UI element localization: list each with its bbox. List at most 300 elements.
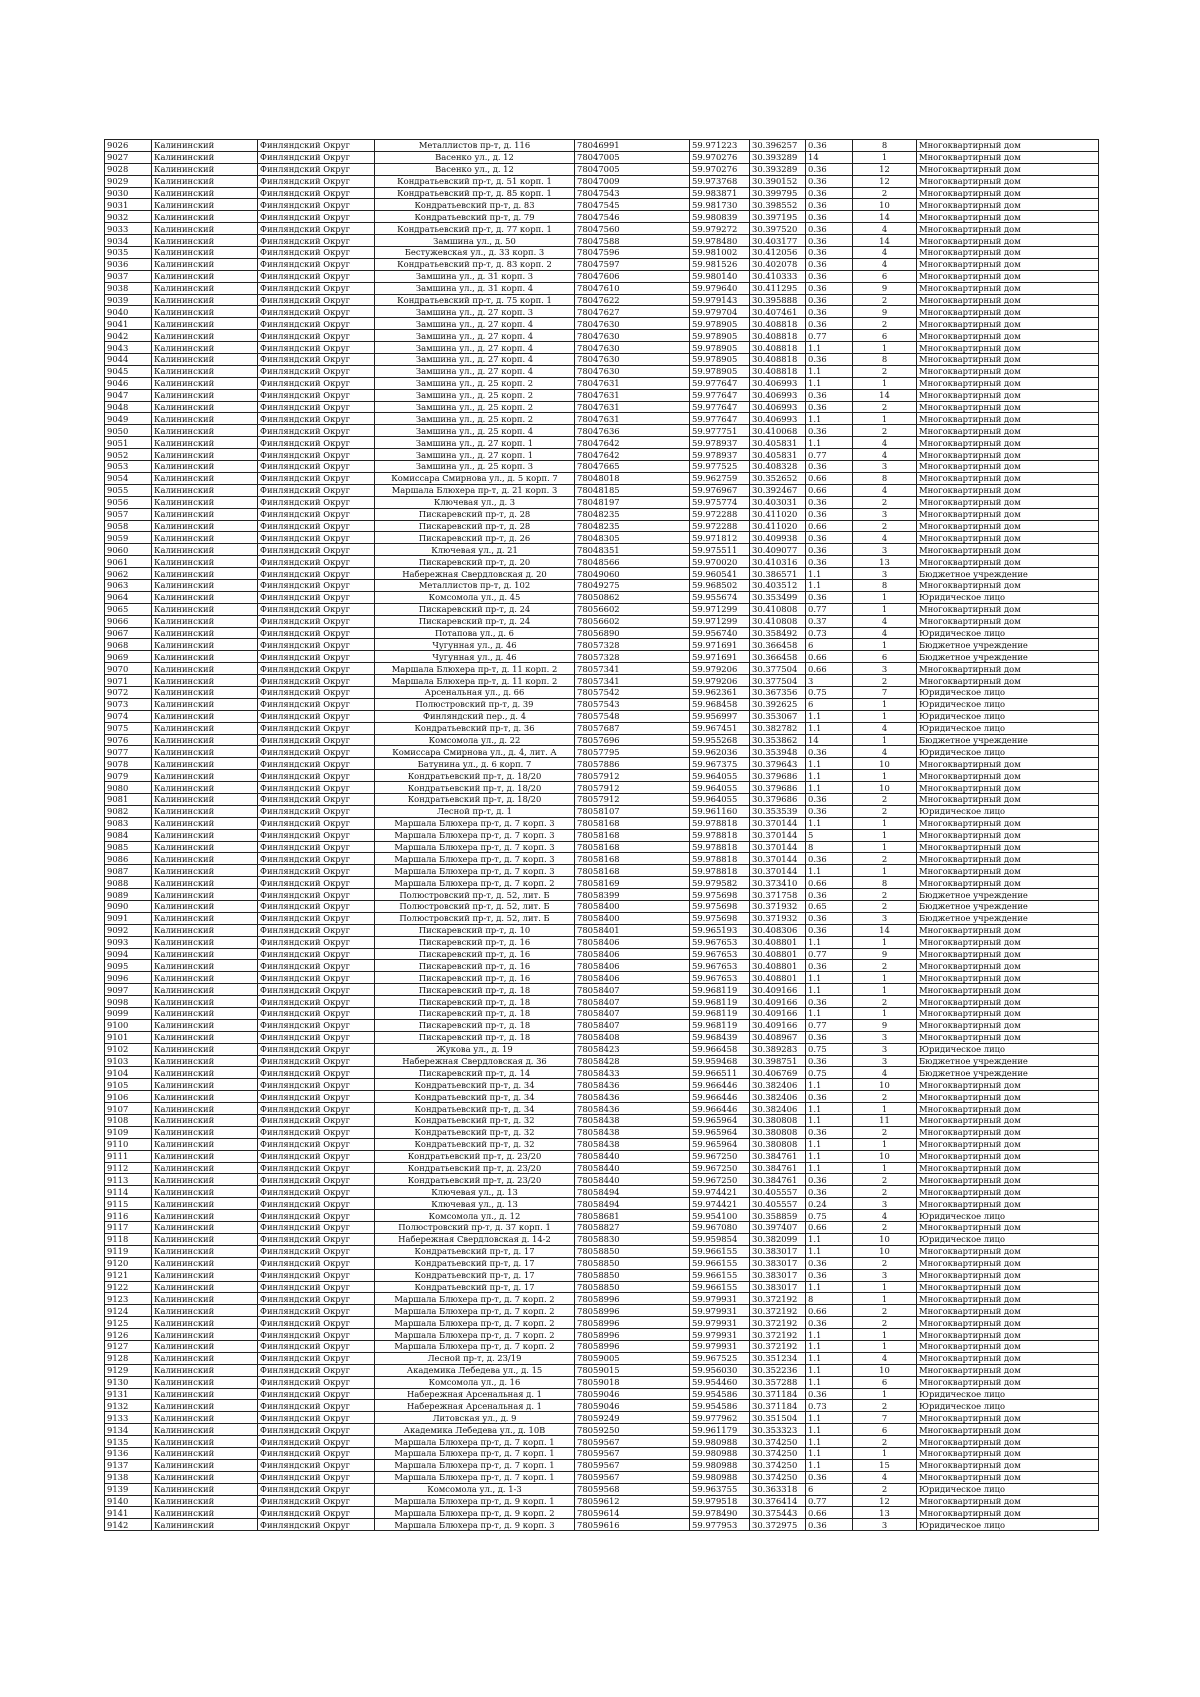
longitude-cell: 30.358859 (750, 1210, 806, 1222)
latitude-cell: 59.977525 (690, 461, 750, 473)
building-code-cell: 78047005 (575, 151, 690, 163)
building-code-cell: 78057687 (575, 722, 690, 734)
container-volume-cell: 0.36 (806, 163, 853, 175)
latitude-cell: 59.956740 (690, 627, 750, 639)
container-count-cell: 8 (853, 354, 917, 366)
latitude-cell: 59.971691 (690, 639, 750, 651)
container-count-cell: 8 (853, 877, 917, 889)
container-volume-cell: 14 (806, 734, 853, 746)
building-code-cell: 78058408 (575, 1031, 690, 1043)
building-code-cell: 78058438 (575, 1115, 690, 1127)
latitude-cell: 59.964055 (690, 770, 750, 782)
latitude-cell: 59.955268 (690, 734, 750, 746)
object-type-cell: Многоквартирный дом (917, 413, 1099, 425)
municipal-okrug-cell: Финляндский Округ (258, 675, 375, 687)
container-count-cell: 1 (853, 841, 917, 853)
building-code-cell: 78057912 (575, 782, 690, 794)
object-type-cell: Многоквартирный дом (917, 960, 1099, 972)
table-row (105, 782, 1099, 794)
municipal-okrug-cell: Финляндский Округ (258, 603, 375, 615)
municipal-okrug-cell: Финляндский Округ (258, 1055, 375, 1067)
municipal-okrug-cell: Финляндский Округ (258, 1019, 375, 1031)
object-type-cell: Многоквартирный дом (917, 508, 1099, 520)
table-row (105, 1210, 1099, 1222)
municipal-okrug-cell: Финляндский Округ (258, 532, 375, 544)
latitude-cell: 59.954460 (690, 1376, 750, 1388)
container-volume-cell: 0.66 (806, 1507, 853, 1519)
row-number-cell: 9142 (105, 1519, 152, 1531)
latitude-cell: 59.966155 (690, 1281, 750, 1293)
municipal-okrug-cell: Финляндский Округ (258, 140, 375, 152)
object-type-cell: Многоквартирный дом (917, 1424, 1099, 1436)
object-type-cell: Многоквартирный дом (917, 532, 1099, 544)
latitude-cell: 59.979640 (690, 282, 750, 294)
latitude-cell: 59.978937 (690, 437, 750, 449)
municipal-okrug-cell: Финляндский Округ (258, 1305, 375, 1317)
object-type-cell: Многоквартирный дом (917, 342, 1099, 354)
longitude-cell: 30.406993 (750, 389, 806, 401)
latitude-cell: 59.979272 (690, 223, 750, 235)
table-row (105, 1186, 1099, 1198)
registry-table-body (105, 140, 1099, 1531)
district-cell: Калининский (152, 568, 258, 580)
object-type-cell: Многоквартирный дом (917, 1507, 1099, 1519)
container-volume-cell: 1.1 (806, 722, 853, 734)
container-count-cell: 1 (853, 591, 917, 603)
municipal-okrug-cell: Финляндский Округ (258, 258, 375, 270)
object-type-cell: Многоквартирный дом (917, 829, 1099, 841)
latitude-cell: 59.978818 (690, 841, 750, 853)
address-cell: Пискаревский пр-т, д. 18 (375, 1019, 575, 1031)
container-count-cell: 1 (853, 1281, 917, 1293)
address-cell: Маршала Блюхера пр-т, д. 7 корп. 2 (375, 1329, 575, 1341)
municipal-okrug-cell: Финляндский Округ (258, 1210, 375, 1222)
object-type-cell: Многоквартирный дом (917, 1376, 1099, 1388)
container-count-cell: 12 (853, 1495, 917, 1507)
object-type-cell: Многоквартирный дом (917, 1495, 1099, 1507)
municipal-okrug-cell: Финляндский Округ (258, 211, 375, 223)
address-cell: Кондратьевский пр-т, д. 75 корп. 1 (375, 294, 575, 306)
municipal-okrug-cell: Финляндский Округ (258, 1424, 375, 1436)
container-count-cell: 1 (853, 770, 917, 782)
object-type-cell: Юридическое лицо (917, 591, 1099, 603)
municipal-okrug-cell: Финляндский Округ (258, 223, 375, 235)
address-cell: Маршала Блюхера пр-т, д. 7 корп. 1 (375, 1447, 575, 1459)
district-cell: Калининский (152, 175, 258, 187)
building-code-cell: 78059567 (575, 1471, 690, 1483)
table-row (105, 675, 1099, 687)
table-row (105, 437, 1099, 449)
table-row (105, 1008, 1099, 1020)
address-cell: Замшина ул., д. 27 корп. 1 (375, 437, 575, 449)
container-volume-cell: 0.36 (806, 389, 853, 401)
container-count-cell: 1 (853, 817, 917, 829)
longitude-cell: 30.408328 (750, 461, 806, 473)
building-code-cell: 78047630 (575, 318, 690, 330)
municipal-okrug-cell: Финляндский Округ (258, 1459, 375, 1471)
building-code-cell: 78058399 (575, 889, 690, 901)
table-row (105, 1257, 1099, 1269)
building-code-cell: 78057548 (575, 710, 690, 722)
district-cell: Калининский (152, 223, 258, 235)
container-volume-cell: 0.36 (806, 235, 853, 247)
address-cell: Пискаревский пр-т, д. 24 (375, 615, 575, 627)
building-code-cell: 78058407 (575, 996, 690, 1008)
longitude-cell: 30.379686 (750, 782, 806, 794)
municipal-okrug-cell: Финляндский Округ (258, 1412, 375, 1424)
table-row (105, 829, 1099, 841)
container-count-cell: 6 (853, 1376, 917, 1388)
longitude-cell: 30.399795 (750, 187, 806, 199)
object-type-cell: Многоквартирный дом (917, 924, 1099, 936)
latitude-cell: 59.978490 (690, 1507, 750, 1519)
latitude-cell: 59.979582 (690, 877, 750, 889)
municipal-okrug-cell: Финляндский Округ (258, 568, 375, 580)
address-cell: Замшина ул., д. 25 корп. 2 (375, 413, 575, 425)
building-code-cell: 78057696 (575, 734, 690, 746)
row-number-cell: 9080 (105, 782, 152, 794)
longitude-cell: 30.408801 (750, 948, 806, 960)
address-cell: Потапова ул., д. 6 (375, 627, 575, 639)
latitude-cell: 59.978818 (690, 865, 750, 877)
container-volume-cell: 0.36 (806, 140, 853, 152)
latitude-cell: 59.961179 (690, 1424, 750, 1436)
table-row (105, 235, 1099, 247)
container-volume-cell: 1.1 (806, 1376, 853, 1388)
municipal-okrug-cell: Финляндский Округ (258, 936, 375, 948)
container-count-cell: 2 (853, 520, 917, 532)
table-row (105, 1031, 1099, 1043)
table-row (105, 258, 1099, 270)
address-cell: Жукова ул., д. 19 (375, 1043, 575, 1055)
address-cell: Кондратьевский пр-т, д. 51 корп. 1 (375, 175, 575, 187)
container-count-cell: 14 (853, 924, 917, 936)
district-cell: Калининский (152, 1233, 258, 1245)
district-cell: Калининский (152, 1198, 258, 1210)
row-number-cell: 9126 (105, 1329, 152, 1341)
table-row (105, 758, 1099, 770)
address-cell: Полюстровский пр-т, д. 52, лит. Б (375, 889, 575, 901)
district-cell: Калининский (152, 1174, 258, 1186)
municipal-okrug-cell: Финляндский Округ (258, 1222, 375, 1234)
container-count-cell: 4 (853, 247, 917, 259)
row-number-cell: 9065 (105, 603, 152, 615)
building-code-cell: 78058830 (575, 1233, 690, 1245)
longitude-cell: 30.357288 (750, 1376, 806, 1388)
municipal-okrug-cell: Финляндский Округ (258, 472, 375, 484)
table-row (105, 508, 1099, 520)
municipal-okrug-cell: Финляндский Округ (258, 365, 375, 377)
longitude-cell: 30.382406 (750, 1079, 806, 1091)
object-type-cell: Многоквартирный дом (917, 1340, 1099, 1352)
container-count-cell: 2 (853, 675, 917, 687)
district-cell: Калининский (152, 282, 258, 294)
row-number-cell: 9115 (105, 1198, 152, 1210)
table-row (105, 1174, 1099, 1186)
object-type-cell: Многоквартирный дом (917, 294, 1099, 306)
row-number-cell: 9105 (105, 1079, 152, 1091)
longitude-cell: 30.370144 (750, 829, 806, 841)
row-number-cell: 9092 (105, 924, 152, 936)
longitude-cell: 30.405831 (750, 449, 806, 461)
container-volume-cell: 0.36 (806, 508, 853, 520)
address-cell: Комиссара Смирнова ул., д. 4, лит. А (375, 746, 575, 758)
table-row (105, 1067, 1099, 1079)
table-row (105, 1103, 1099, 1115)
row-number-cell: 9062 (105, 568, 152, 580)
building-code-cell: 78057341 (575, 663, 690, 675)
row-number-cell: 9139 (105, 1483, 152, 1495)
longitude-cell: 30.392625 (750, 698, 806, 710)
container-count-cell: 1 (853, 710, 917, 722)
address-cell: Бестужевская ул., д. 33 корп. 3 (375, 247, 575, 259)
container-volume-cell: 0.73 (806, 1400, 853, 1412)
table-row (105, 401, 1099, 413)
object-type-cell: Многоквартирный дом (917, 972, 1099, 984)
latitude-cell: 59.981730 (690, 199, 750, 211)
table-row (105, 1376, 1099, 1388)
longitude-cell: 30.397195 (750, 211, 806, 223)
municipal-okrug-cell: Финляндский Округ (258, 294, 375, 306)
latitude-cell: 59.974421 (690, 1186, 750, 1198)
address-cell: Арсенальная ул., д. 66 (375, 686, 575, 698)
object-type-cell: Многоквартирный дом (917, 853, 1099, 865)
municipal-okrug-cell: Финляндский Округ (258, 1436, 375, 1448)
container-count-cell: 4 (853, 722, 917, 734)
row-number-cell: 9097 (105, 984, 152, 996)
table-row (105, 1459, 1099, 1471)
row-number-cell: 9074 (105, 710, 152, 722)
row-number-cell: 9037 (105, 270, 152, 282)
object-type-cell: Бюджетное учреждение (917, 651, 1099, 663)
latitude-cell: 59.980988 (690, 1447, 750, 1459)
longitude-cell: 30.410333 (750, 270, 806, 282)
row-number-cell: 9110 (105, 1138, 152, 1150)
building-code-cell: 78057328 (575, 639, 690, 651)
address-cell: Замшина ул., д. 25 корп. 2 (375, 401, 575, 413)
municipal-okrug-cell: Финляндский Округ (258, 924, 375, 936)
object-type-cell: Многоквартирный дом (917, 1281, 1099, 1293)
row-number-cell: 9085 (105, 841, 152, 853)
address-cell: Васенко ул., д. 12 (375, 163, 575, 175)
longitude-cell: 30.374250 (750, 1436, 806, 1448)
table-row (105, 1162, 1099, 1174)
object-type-cell: Многоквартирный дом (917, 1447, 1099, 1459)
building-code-cell: 78047630 (575, 354, 690, 366)
address-cell: Финляндский пер., д. 4 (375, 710, 575, 722)
building-code-cell: 78058996 (575, 1317, 690, 1329)
longitude-cell: 30.370144 (750, 817, 806, 829)
longitude-cell: 30.384761 (750, 1150, 806, 1162)
row-number-cell: 9059 (105, 532, 152, 544)
container-volume-cell: 1.1 (806, 984, 853, 996)
longitude-cell: 30.389283 (750, 1043, 806, 1055)
container-count-cell: 3 (853, 568, 917, 580)
container-count-cell: 1 (853, 698, 917, 710)
latitude-cell: 59.954586 (690, 1388, 750, 1400)
container-volume-cell: 0.36 (806, 889, 853, 901)
table-row (105, 1126, 1099, 1138)
district-cell: Калининский (152, 484, 258, 496)
container-volume-cell: 0.36 (806, 1126, 853, 1138)
municipal-okrug-cell: Финляндский Округ (258, 342, 375, 354)
address-cell: Пискаревский пр-т, д. 16 (375, 948, 575, 960)
building-code-cell: 78048197 (575, 496, 690, 508)
building-code-cell: 78058168 (575, 865, 690, 877)
table-row (105, 1043, 1099, 1055)
row-number-cell: 9084 (105, 829, 152, 841)
object-type-cell: Юридическое лицо (917, 1483, 1099, 1495)
container-volume-cell: 0.36 (806, 591, 853, 603)
district-cell: Калининский (152, 817, 258, 829)
longitude-cell: 30.409166 (750, 984, 806, 996)
latitude-cell: 59.954100 (690, 1210, 750, 1222)
container-volume-cell: 1.1 (806, 1103, 853, 1115)
address-cell: Маршала Блюхера пр-т, д. 9 корп. 3 (375, 1519, 575, 1531)
latitude-cell: 59.965964 (690, 1138, 750, 1150)
address-cell: Пискаревский пр-т, д. 18 (375, 984, 575, 996)
container-volume-cell: 1.1 (806, 1138, 853, 1150)
row-number-cell: 9052 (105, 449, 152, 461)
building-code-cell: 78058406 (575, 936, 690, 948)
building-code-cell: 78047543 (575, 187, 690, 199)
latitude-cell: 59.978905 (690, 330, 750, 342)
municipal-okrug-cell: Финляндский Округ (258, 1293, 375, 1305)
municipal-okrug-cell: Финляндский Округ (258, 758, 375, 770)
table-row (105, 901, 1099, 913)
object-type-cell: Многоквартирный дом (917, 175, 1099, 187)
table-row (105, 461, 1099, 473)
longitude-cell: 30.351504 (750, 1412, 806, 1424)
object-type-cell: Многоквартирный дом (917, 520, 1099, 532)
building-code-cell: 78058168 (575, 829, 690, 841)
table-row (105, 270, 1099, 282)
latitude-cell: 59.978818 (690, 817, 750, 829)
district-cell: Калининский (152, 639, 258, 651)
row-number-cell: 9054 (105, 472, 152, 484)
container-volume-cell: 5 (806, 829, 853, 841)
object-type-cell: Многоквартирный дом (917, 1352, 1099, 1364)
container-volume-cell: 0.36 (806, 912, 853, 924)
district-cell: Калининский (152, 377, 258, 389)
district-cell: Калининский (152, 389, 258, 401)
address-cell: Маршала Блюхера пр-т, д. 7 корп. 1 (375, 1471, 575, 1483)
latitude-cell: 59.981002 (690, 247, 750, 259)
container-volume-cell: 1.1 (806, 365, 853, 377)
address-cell: Пискаревский пр-т, д. 14 (375, 1067, 575, 1079)
longitude-cell: 30.408818 (750, 342, 806, 354)
latitude-cell: 59.973768 (690, 175, 750, 187)
municipal-okrug-cell: Финляндский Округ (258, 853, 375, 865)
container-count-cell: 4 (853, 627, 917, 639)
address-cell: Маршала Блюхера пр-т, д. 7 корп. 2 (375, 1293, 575, 1305)
container-count-cell: 8 (853, 140, 917, 152)
latitude-cell: 59.959468 (690, 1055, 750, 1067)
row-number-cell: 9056 (105, 496, 152, 508)
longitude-cell: 30.397407 (750, 1222, 806, 1234)
container-volume-cell: 1.1 (806, 1079, 853, 1091)
latitude-cell: 59.970020 (690, 556, 750, 568)
container-volume-cell: 1.1 (806, 1008, 853, 1020)
municipal-okrug-cell: Финляндский Округ (258, 461, 375, 473)
address-cell: Металлистов пр-т, д. 116 (375, 140, 575, 152)
latitude-cell: 59.978818 (690, 829, 750, 841)
address-cell: Замшина ул., д. 27 корп. 4 (375, 354, 575, 366)
address-cell: Маршала Блюхера пр-т, д. 7 корп. 3 (375, 841, 575, 853)
district-cell: Калининский (152, 1115, 258, 1127)
latitude-cell: 59.976967 (690, 484, 750, 496)
row-number-cell: 9061 (105, 556, 152, 568)
container-count-cell: 2 (853, 294, 917, 306)
municipal-okrug-cell: Финляндский Округ (258, 163, 375, 175)
latitude-cell: 59.977953 (690, 1519, 750, 1531)
latitude-cell: 59.968502 (690, 579, 750, 591)
container-volume-cell: 0.36 (806, 247, 853, 259)
building-code-cell: 78048351 (575, 544, 690, 556)
longitude-cell: 30.370144 (750, 853, 806, 865)
district-cell: Калининский (152, 1162, 258, 1174)
table-row (105, 472, 1099, 484)
table-row (105, 294, 1099, 306)
district-cell: Калининский (152, 1103, 258, 1115)
table-row (105, 1436, 1099, 1448)
container-volume-cell: 0.75 (806, 1210, 853, 1222)
object-type-cell: Многоквартирный дом (917, 151, 1099, 163)
municipal-okrug-cell: Финляндский Округ (258, 1388, 375, 1400)
object-type-cell: Бюджетное учреждение (917, 889, 1099, 901)
latitude-cell: 59.966446 (690, 1091, 750, 1103)
object-type-cell: Многоквартирный дом (917, 1138, 1099, 1150)
container-count-cell: 3 (853, 1198, 917, 1210)
container-count-cell: 1 (853, 151, 917, 163)
latitude-cell: 59.978905 (690, 365, 750, 377)
longitude-cell: 30.379686 (750, 793, 806, 805)
municipal-okrug-cell: Финляндский Округ (258, 698, 375, 710)
district-cell: Калининский (152, 936, 258, 948)
longitude-cell: 30.372192 (750, 1317, 806, 1329)
address-cell: Кондратьевский пр-т, д. 23/20 (375, 1162, 575, 1174)
district-cell: Калининский (152, 306, 258, 318)
container-volume-cell: 0.36 (806, 401, 853, 413)
latitude-cell: 59.962759 (690, 472, 750, 484)
building-code-cell: 78059614 (575, 1507, 690, 1519)
latitude-cell: 59.968119 (690, 996, 750, 1008)
municipal-okrug-cell: Финляндский Округ (258, 984, 375, 996)
latitude-cell: 59.959854 (690, 1233, 750, 1245)
object-type-cell: Многоквартирный дом (917, 579, 1099, 591)
building-code-cell: 78058440 (575, 1162, 690, 1174)
container-volume-cell: 0.36 (806, 960, 853, 972)
district-cell: Калининский (152, 1210, 258, 1222)
address-cell: Маршала Блюхера пр-т, д. 11 корп. 2 (375, 663, 575, 675)
district-cell: Калининский (152, 793, 258, 805)
object-type-cell: Юридическое лицо (917, 686, 1099, 698)
municipal-okrug-cell: Финляндский Округ (258, 1519, 375, 1531)
building-code-cell: 78058996 (575, 1293, 690, 1305)
district-cell: Калининский (152, 1471, 258, 1483)
latitude-cell: 59.965193 (690, 924, 750, 936)
object-type-cell: Многоквартирный дом (917, 1091, 1099, 1103)
municipal-okrug-cell: Финляндский Округ (258, 639, 375, 651)
latitude-cell: 59.979931 (690, 1329, 750, 1341)
municipal-okrug-cell: Финляндский Округ (258, 354, 375, 366)
container-count-cell: 10 (853, 1079, 917, 1091)
longitude-cell: 30.371184 (750, 1388, 806, 1400)
object-type-cell: Многоквартирный дом (917, 330, 1099, 342)
latitude-cell: 59.978905 (690, 342, 750, 354)
container-count-cell: 1 (853, 639, 917, 651)
building-code-cell: 78059250 (575, 1424, 690, 1436)
